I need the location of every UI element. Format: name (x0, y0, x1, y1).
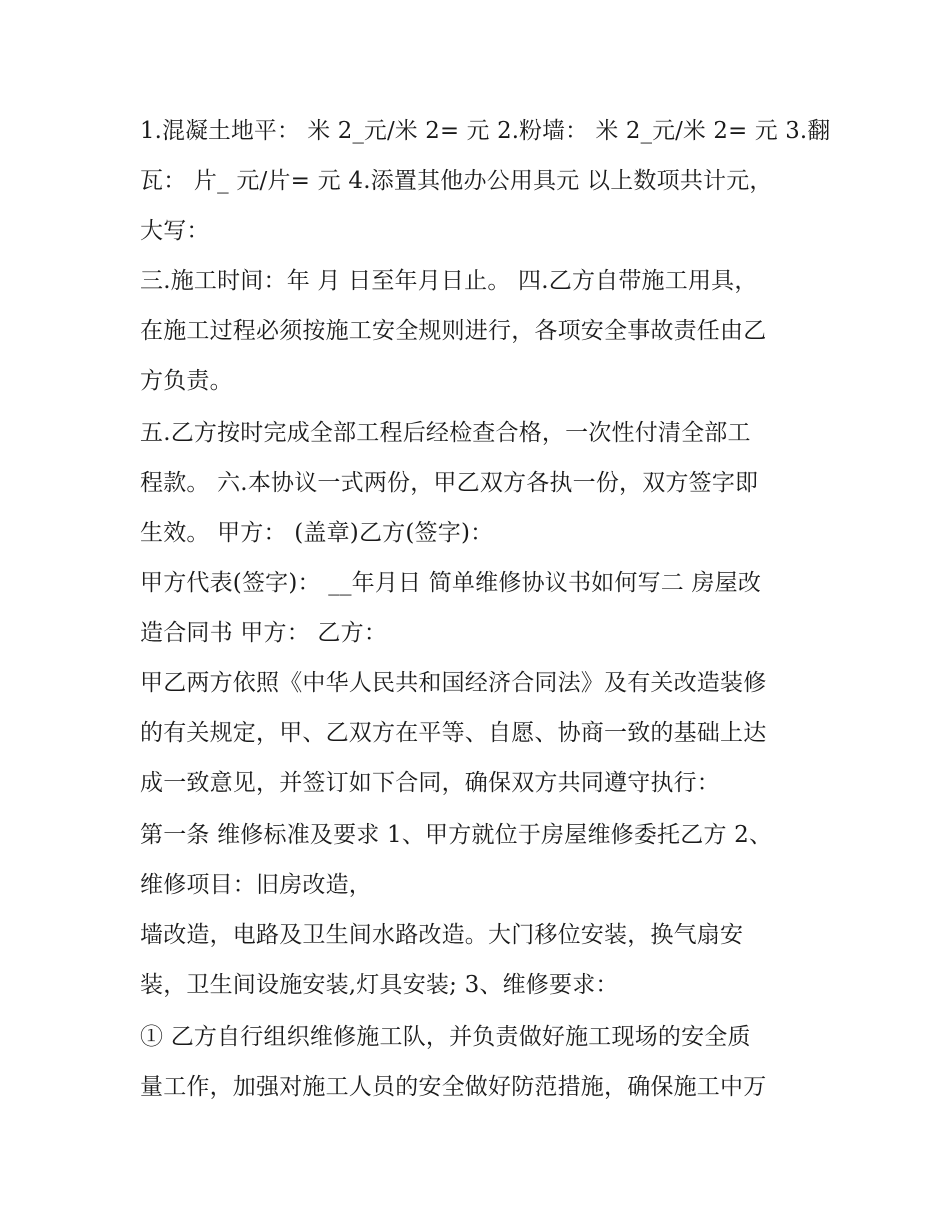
text-line: 甲方代表(签字)： __年月日 简单维修协议书如何写二 房屋改 (140, 570, 762, 596)
text-line: 1.混凝土地平： 米 2_元/米 2= 元 2.粉墙： 米 2_元/米 2= 元 3.翻 (140, 118, 831, 144)
text-line: 量工作，加强对施工人员的安全做好防范措施，确保施工中万 (140, 1074, 767, 1100)
text-line: 大写： (140, 218, 210, 244)
text-line: 生效。 甲方： (盖章)乙方(签字)： (140, 520, 494, 546)
text-line: ① 乙方自行组织维修施工队，并负责做好施工现场的安全质 (140, 1024, 751, 1050)
text-line: 墙改造，电路及卫生间水路改造。大门移位安装，换气扇安 (140, 922, 744, 948)
text-line: 三.施工时间：年 月 日至年月日止。 四.乙方自带施工用具， (140, 268, 758, 294)
text-line: 瓦： 片_ 元/片= 元 4.添置其他办公用具元 以上数项共计元， (140, 168, 773, 194)
text-line: 成一致意见，并签订如下合同，确保双方共同遵守执行： (140, 770, 720, 796)
text-line: 的有关规定，甲、乙双方在平等、自愿、协商一致的基础上达 (140, 720, 767, 746)
text-line: 五.乙方按时完成全部工程后经检查合格，一次性付清全部工 (140, 420, 751, 446)
text-line: 造合同书 甲方： 乙方： (140, 620, 388, 646)
text-line: 第一条 维修标准及要求 1、甲方就位于房屋维修委托乙方 2、 (140, 822, 773, 848)
text-line: 方负责。 (140, 368, 233, 394)
text-line: 在施工过程必须按施工安全规则进行，各项安全事故责任由乙 (140, 318, 767, 344)
text-line: 甲乙两方依照《中华人民共和国经济合同法》及有关改造装修 (140, 670, 767, 696)
text-line: 维修项目：旧房改造， (140, 872, 372, 898)
text-line: 装，卫生间设施安装,灯具安装; 3、维修要求： (140, 972, 619, 998)
text-line: 程款。 六.本协议一式两份，甲乙双方各执一份，双方签字即 (140, 470, 759, 496)
